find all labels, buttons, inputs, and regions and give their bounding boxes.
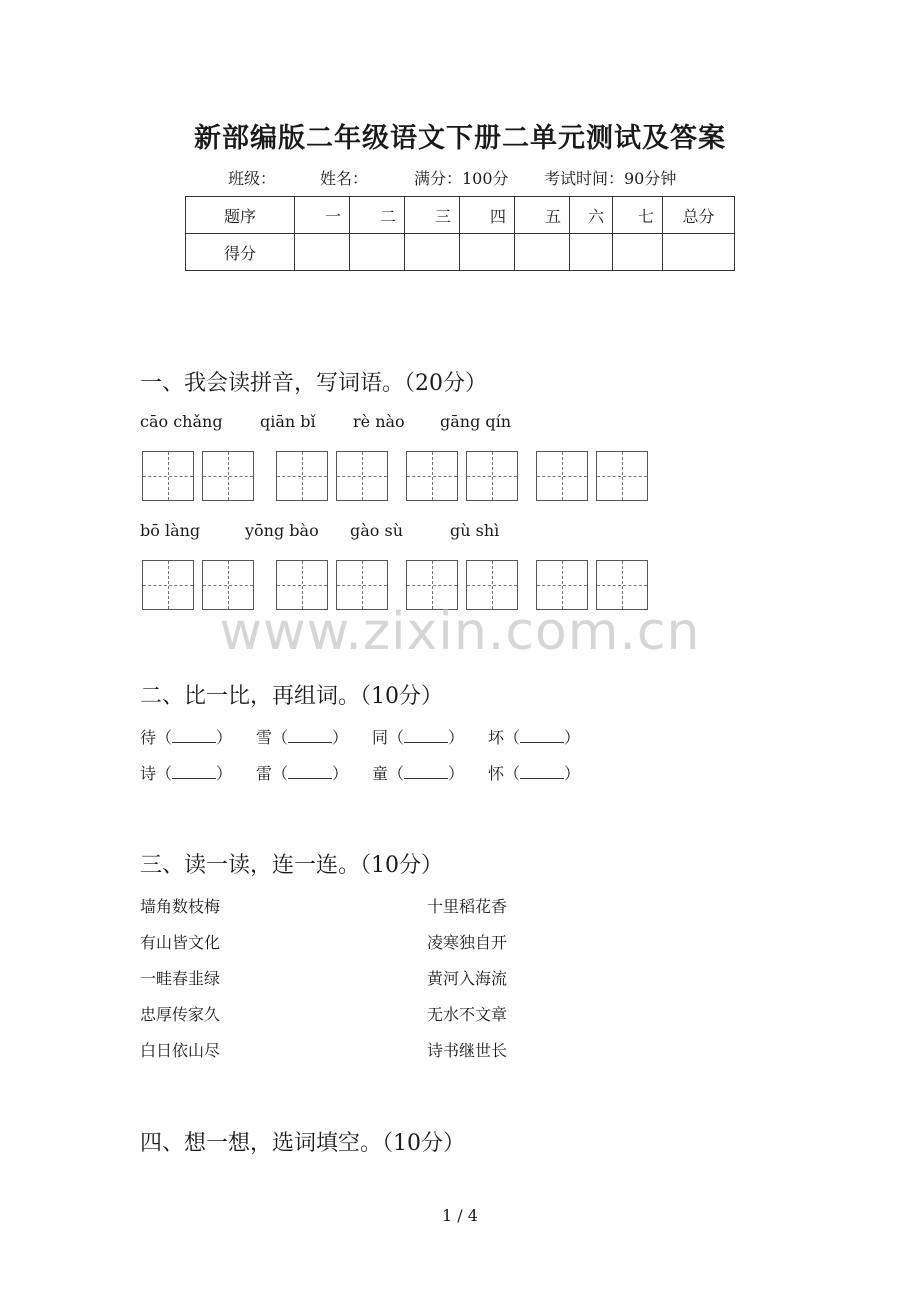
score-table-header: 七 xyxy=(613,197,663,234)
score-table-header: 题序 xyxy=(186,197,295,234)
answer-blank[interactable] xyxy=(172,764,216,779)
open-paren: （ xyxy=(504,764,521,783)
match-right-item[interactable]: 十里稻花香 xyxy=(427,897,508,916)
writing-box[interactable] xyxy=(202,451,254,501)
open-paren: （ xyxy=(156,728,173,747)
match-right-item[interactable]: 凌寒独自开 xyxy=(427,933,508,952)
section-3-title: 三、读一读，连一连。（10分） xyxy=(140,853,443,878)
compare-char: 待 xyxy=(140,728,157,747)
score-cell[interactable] xyxy=(405,234,460,271)
pinyin-item: gào sù xyxy=(350,521,404,540)
score-cell[interactable] xyxy=(570,234,613,271)
match-right-column xyxy=(427,894,627,1074)
name-label: 姓名： xyxy=(320,169,369,188)
open-paren: （ xyxy=(388,764,405,783)
score-table-score-row xyxy=(186,234,735,271)
compare-char: 雪 xyxy=(256,728,273,747)
compare-char: 坏 xyxy=(488,728,505,747)
score-table-header: 二 xyxy=(350,197,405,234)
compare-char: 同 xyxy=(372,728,389,747)
match-right-item[interactable]: 无水不文章 xyxy=(427,1005,508,1024)
pinyin-item: rè nào xyxy=(353,412,405,431)
score-table-header: 四 xyxy=(460,197,515,234)
close-paren: ） xyxy=(332,764,349,783)
answer-blank[interactable] xyxy=(404,764,448,779)
score-table-header: 一 xyxy=(295,197,350,234)
section-4-title: 四、想一想，选词填空。（10分） xyxy=(140,1131,465,1156)
close-paren: ） xyxy=(448,764,465,783)
writing-box[interactable] xyxy=(276,451,328,501)
compare-char: 怀 xyxy=(488,764,505,783)
match-left-item[interactable]: 有山皆文化 xyxy=(140,933,221,952)
compare-item xyxy=(256,761,348,784)
pinyin-item: qiān bǐ xyxy=(260,412,316,431)
match-left-item[interactable]: 忠厚传家久 xyxy=(140,1005,221,1024)
score-table-header: 五 xyxy=(515,197,570,234)
score-table xyxy=(185,196,735,271)
writing-box[interactable] xyxy=(142,451,194,501)
score-cell[interactable] xyxy=(663,234,735,271)
compare-row-1 xyxy=(140,725,600,745)
section-2-title: 二、比一比，再组词。（10分） xyxy=(140,684,443,709)
pinyin-item: gāng qín xyxy=(440,412,512,431)
answer-blank[interactable] xyxy=(288,764,332,779)
score-cell[interactable] xyxy=(350,234,405,271)
writing-box[interactable] xyxy=(536,451,588,501)
close-paren: ） xyxy=(216,764,233,783)
class-label: 班级： xyxy=(228,169,277,188)
open-paren: （ xyxy=(504,728,521,747)
close-paren: ） xyxy=(332,728,349,747)
close-paren: ） xyxy=(448,728,465,747)
open-paren: （ xyxy=(272,728,289,747)
exam-time-label: 考试时间：90分钟 xyxy=(544,169,677,188)
pinyin-row-1 xyxy=(140,412,740,432)
answer-blank[interactable] xyxy=(520,728,564,743)
watermark: www.zixin.com.cn xyxy=(219,602,701,662)
score-row-label: 得分 xyxy=(186,234,295,271)
compare-item xyxy=(488,761,580,784)
score-table-header: 六 xyxy=(570,197,613,234)
compare-item xyxy=(140,725,232,748)
open-paren: （ xyxy=(388,728,405,747)
pinyin-item: bō làng xyxy=(140,521,201,540)
compare-item xyxy=(256,725,348,748)
pinyin-item: gù shì xyxy=(450,521,500,540)
exam-meta xyxy=(228,166,676,189)
score-table-header: 三 xyxy=(405,197,460,234)
score-table-header-row xyxy=(186,197,735,234)
compare-char: 童 xyxy=(372,764,389,783)
answer-blank[interactable] xyxy=(172,728,216,743)
score-table-header: 总分 xyxy=(663,197,735,234)
match-right-item[interactable]: 黄河入海流 xyxy=(427,969,508,988)
pinyin-item: cāo chǎng xyxy=(140,412,223,431)
writing-box[interactable] xyxy=(406,451,458,501)
open-paren: （ xyxy=(156,764,173,783)
page-number: 1 / 4 xyxy=(442,1206,478,1225)
writing-box[interactable] xyxy=(336,451,388,501)
compare-char: 诗 xyxy=(140,764,157,783)
compare-row-2 xyxy=(140,761,600,781)
writing-box[interactable] xyxy=(596,451,648,501)
match-left-item[interactable]: 一畦春韭绿 xyxy=(140,969,221,988)
compare-item xyxy=(372,761,464,784)
close-paren: ） xyxy=(564,728,581,747)
score-cell[interactable] xyxy=(295,234,350,271)
compare-item xyxy=(140,761,232,784)
score-cell[interactable] xyxy=(460,234,515,271)
answer-blank[interactable] xyxy=(404,728,448,743)
match-right-item[interactable]: 诗书继世长 xyxy=(427,1041,508,1060)
pinyin-item: yōng bào xyxy=(245,521,319,540)
answer-blank[interactable] xyxy=(520,764,564,779)
match-left-item[interactable]: 白日依山尽 xyxy=(140,1041,221,1060)
score-cell[interactable] xyxy=(515,234,570,271)
document-title: 新部编版二年级语文下册二单元测试及答案 xyxy=(194,123,726,154)
pinyin-row-2 xyxy=(140,521,740,541)
writing-box[interactable] xyxy=(466,451,518,501)
match-left-item[interactable]: 墙角数枝梅 xyxy=(140,897,221,916)
close-paren: ） xyxy=(216,728,233,747)
compare-item xyxy=(488,725,580,748)
close-paren: ） xyxy=(564,764,581,783)
match-left-column xyxy=(140,894,400,1074)
open-paren: （ xyxy=(272,764,289,783)
full-score-label: 满分：100分 xyxy=(414,169,509,188)
compare-char: 雷 xyxy=(256,764,273,783)
score-cell[interactable] xyxy=(613,234,663,271)
compare-item xyxy=(372,725,464,748)
answer-blank[interactable] xyxy=(288,728,332,743)
section-1-title: 一、我会读拼音，写词语。（20分） xyxy=(140,371,487,396)
